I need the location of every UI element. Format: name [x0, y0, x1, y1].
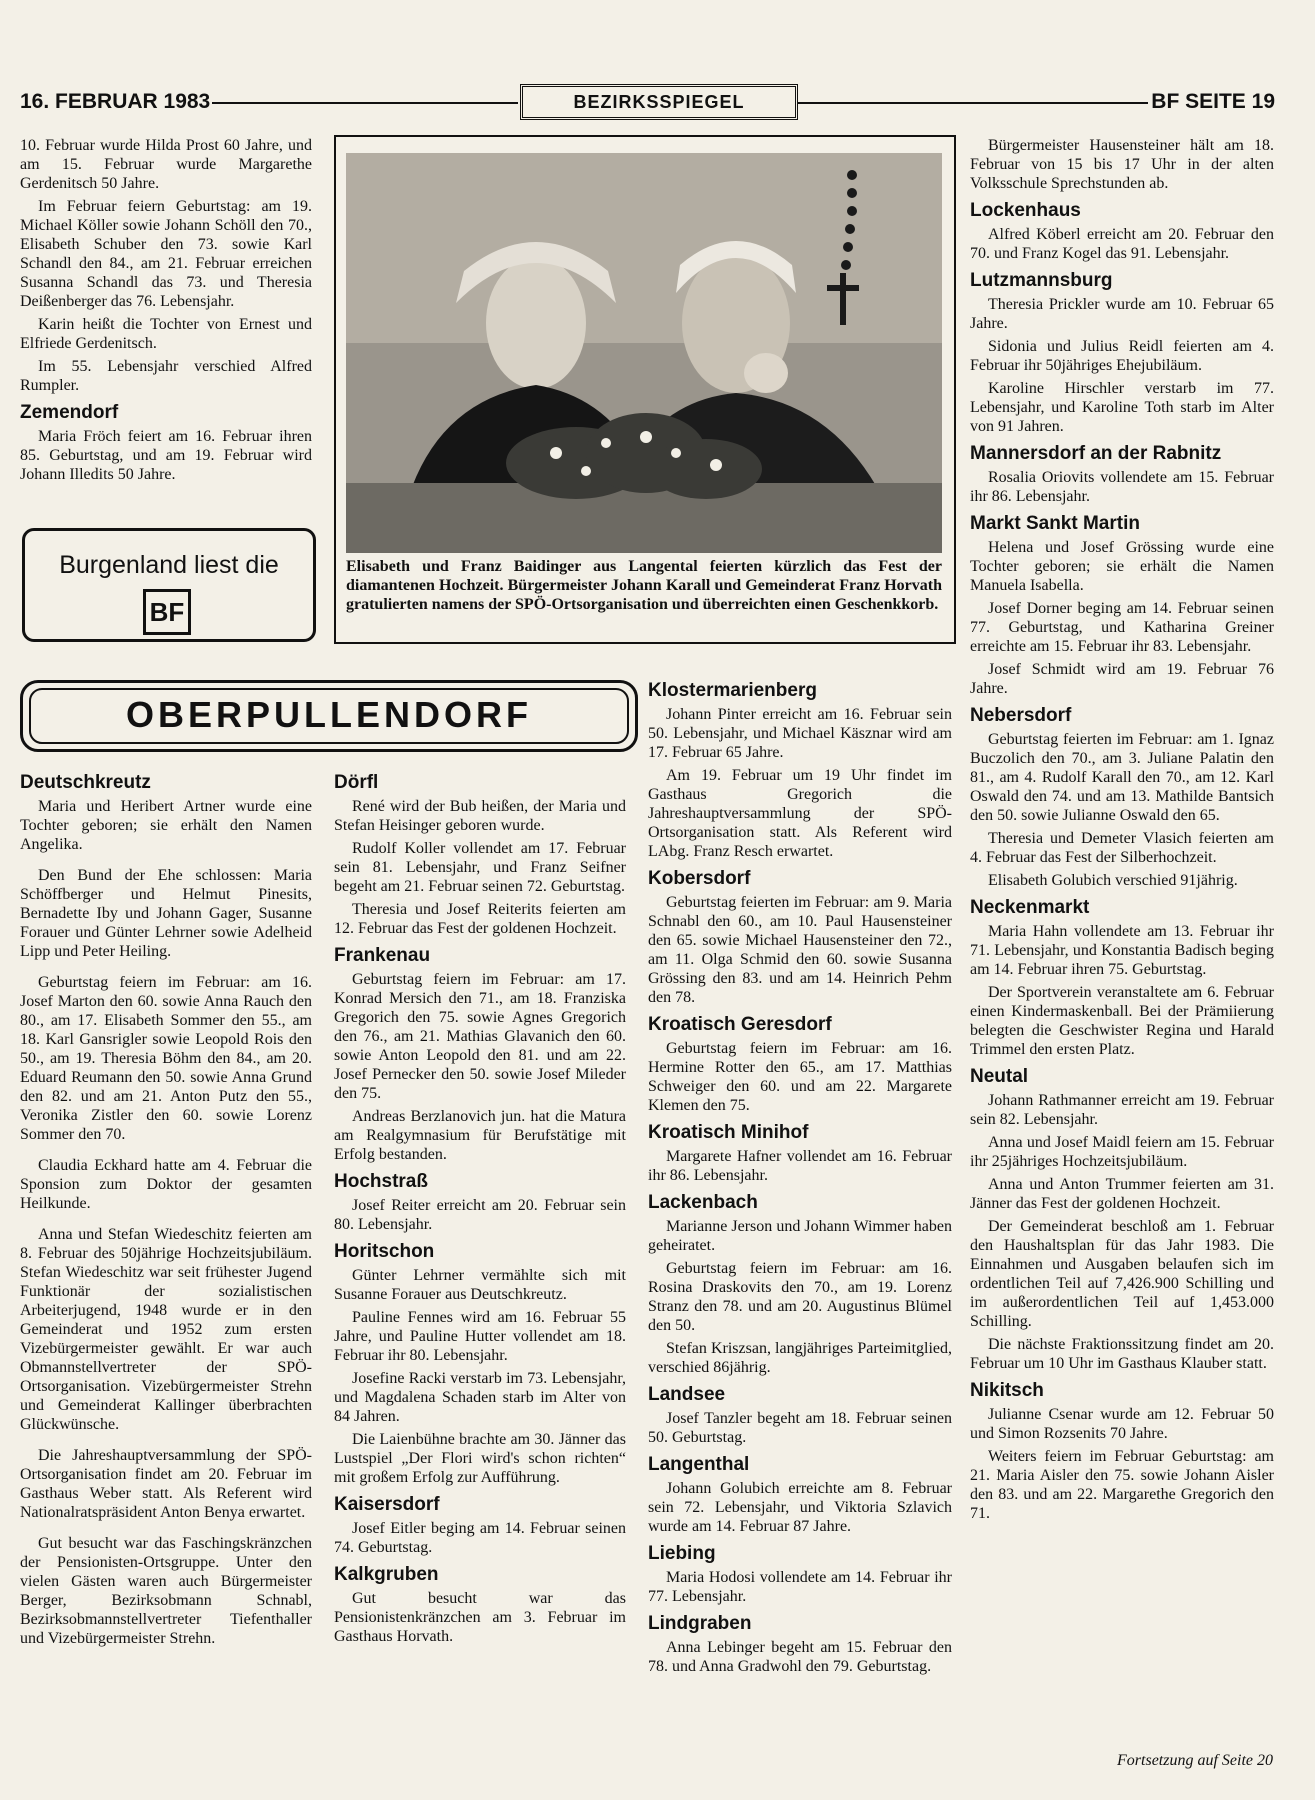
paragraph: Johann Pinter erreicht am 16. Februar sein 50. Lebensjahr, und Michael Käsznar wird am 17. Februar 65 Jahre.: [648, 706, 952, 761]
heading-nebersdorf: Nebersdorf: [970, 705, 1072, 726]
top-left-column: [20, 136, 312, 488]
paragraph: Im Februar feiern Geburtstag: am 19. Michael Köller sowie Johann Schöll den 70., Elisabeth Schuber den 73. sowie Karl Schandl den 84., am 21. Februar erreichen Susanna Schandl das 73. und Theresia Deißenberger das 76. Lebensjahr.: [20, 198, 312, 310]
heading-liebing: Liebing: [648, 1543, 716, 1564]
heading-neckenmarkt: Neckenmarkt: [970, 897, 1090, 918]
paragraph: Günter Lehrner vermählte sich mit Susanne Forauer aus Deutschkreutz.: [334, 1267, 626, 1303]
paragraph: Anna und Anton Trummer feierten am 31. Jänner das Fest der goldenen Hochzeit.: [970, 1176, 1274, 1212]
paragraph: Die Laienbühne brachte am 30. Jänner das Lustspiel „Der Flori wird's schon richten“ mit großem Erfolg zur Aufführung.: [334, 1431, 626, 1486]
page-header: [20, 88, 1275, 118]
heading-horitschon: Horitschon: [334, 1241, 435, 1262]
paragraph: Rudolf Koller vollendet am 17. Februar sein 81. Lebensjahr, und Franz Seifner begeht am 21. Februar seinen 72. Geburtstag.: [334, 840, 626, 895]
paragraph: Im 55. Lebensjahr verschied Alfred Rumpler.: [20, 358, 312, 394]
paragraph: Geburtstag feiern im Februar: am 16. Josef Marton den 60. sowie Anna Rauch den 80., am 17. Elisabeth Sommer den 55., am 18. Karl Gansrigler sowie Leopold Rois den 50., am 19. Theresia Böhm den 84., am 20. Eduard Reumann den 50. sowie Anna Grund den 82. und am 21. Anton Putz den 55., Veronika Zistler den 60. sowie Lorenz Sommer den 70.: [20, 974, 312, 1143]
heading-kroatisch-geresdorf: Kroatisch Geresdorf: [648, 1014, 832, 1035]
heading-klostermarienberg: Klostermarienberg: [648, 680, 817, 701]
heading-kaisersdorf: Kaisersdorf: [334, 1494, 440, 1515]
heading-nikitsch: Nikitsch: [970, 1380, 1044, 1401]
paragraph: Margarete Hafner vollendet am 16. Februar ihr 86. Lebensjahr.: [648, 1148, 952, 1184]
heading-doerfl: Dörfl: [334, 772, 379, 793]
column-4: [970, 136, 1274, 1527]
paragraph: Claudia Eckhard hatte am 4. Februar die Sponsion zum Doktor der gesamten Heilkunde.: [20, 1157, 312, 1212]
paragraph: Josef Eitler beging am 14. Februar seinen 74. Geburtstag.: [334, 1520, 626, 1556]
heading-kalkgruben: Kalkgruben: [334, 1564, 439, 1585]
paragraph: Der Sportverein veranstaltete am 6. Februar einen Kindermaskenball. Bei der Prämiierung belegten die Geschwister Regina und Harald Trimmel den ersten Platz.: [970, 984, 1274, 1058]
paragraph: Marianne Jerson und Johann Wimmer haben geheiratet.: [648, 1218, 952, 1254]
paragraph: Der Gemeinderat beschloß am 1. Februar den Haushaltsplan für das Jahr 1983. Die Einnahmen und Ausgaben belaufen sich im ordentlichen Teil auf 7,426.900 Schilling und im außerordentlichen Teil auf 1,453.000 Schilling.: [970, 1218, 1274, 1330]
continued-note: Fortsetzung auf Seite 20: [1117, 1752, 1273, 1769]
section-title: BEZIRKSSPIEGEL: [520, 84, 798, 120]
paragraph: Am 19. Februar um 19 Uhr findet im Gasthaus Gregorich die Jahreshauptversammlung der SPÖ-Ortsorganisation statt. Als Referent wird LAbg. Franz Resch erwartet.: [648, 767, 952, 860]
region-title: OBERPULLENDORF: [29, 688, 629, 744]
paragraph: Anna und Stefan Wiedeschitz feierten am 8. Februar des 50jährige Hochzeitsjubiläum. Stefan Wiedeschitz war seit frühester Jugend Funktionär der sozialistischen Arbeiterjugend, 1948 wurde er in den Gemeinderat und 1952 zum ersten Vizebürgermeister gewählt. Er war auch Obmannstellvertreter der SPÖ-Ortsorganisation. Vizebürgermeister Strehn und Gemeinderat Kallinger überbrachten Glückwünsche.: [20, 1226, 312, 1433]
paragraph: Alfred Köberl erreicht am 20. Februar den 70. und Franz Kogel das 91. Lebensjahr.: [970, 226, 1274, 262]
paragraph: Geburtstag feierten im Februar: am 9. Maria Schnabl den 60., am 10. Paul Hausensteiner den 65. sowie Michael Hausensteiner den 72., am 11. Olga Schmid den 60. sowie Susanna Grössing den 83. und am 14. Heinrich Pehm den 78.: [648, 894, 952, 1006]
header-rule-right: [798, 102, 1148, 104]
heading-lockenhaus: Lockenhaus: [970, 200, 1081, 221]
heading-kobersdorf: Kobersdorf: [648, 868, 751, 889]
paragraph: Geburtstag feierten im Februar: am 1. Ignaz Buczolich den 70., am 3. Juliane Palatin den 81., am 4. Rudolf Karall den 70., am 12. Karl Oswald den 74. und am 13. Mathilde Bantsich den 50. sowie Julianne Oswald den 65.: [970, 731, 1274, 824]
column-3: [648, 680, 952, 1680]
heading-hochstrass: Hochstraß: [334, 1171, 428, 1192]
paragraph: Johann Golubich erreichte am 8. Februar sein 72. Lebensjahr, und Viktoria Szlavich wurde am 14. Februar 87 Jahre.: [648, 1480, 952, 1535]
paragraph: Josefine Racki verstarb im 73. Lebensjahr, und Magdalena Schaden starb im Alter von 84 Jahren.: [334, 1370, 626, 1425]
paragraph: Gut besucht war das Pensionistenkränzchen am 3. Februar im Gasthaus Horvath.: [334, 1590, 626, 1645]
paragraph: Die nächste Fraktionssitzung findet am 20. Februar um 10 Uhr im Gasthaus Klauber statt.: [970, 1336, 1274, 1372]
paragraph: Anna und Josef Maidl feiern am 15. Februar ihr 25jähriges Hochzeitsjubiläum.: [970, 1134, 1274, 1170]
paragraph: 10. Februar wurde Hilda Prost 60 Jahre, und am 15. Februar wurde Margarethe Gerdenitsch 50 Jahre.: [20, 137, 312, 192]
couple-photo: [346, 153, 942, 553]
heading-lindgraben: Lindgraben: [648, 1613, 752, 1634]
paragraph: René wird der Bub heißen, der Maria und Stefan Heisinger geboren wurde.: [334, 798, 626, 834]
heading-landsee: Landsee: [648, 1384, 726, 1405]
paragraph: Theresia und Demeter Vlasich feierten am 4. Februar das Fest der Silberhochzeit.: [970, 830, 1274, 866]
paragraph: Sidonia und Julius Reidl feierten am 4. Februar ihr 50jähriges Ehejubiläum.: [970, 338, 1274, 374]
heading-zemendorf: Zemendorf: [20, 402, 119, 423]
photo-frame: [334, 135, 956, 644]
heading-kroatisch-minihof: Kroatisch Minihof: [648, 1122, 809, 1143]
promo-box: [22, 528, 316, 642]
column-1: [20, 772, 312, 1652]
paragraph: Josef Reiter erreicht am 20. Februar sein 80. Lebensjahr.: [334, 1197, 626, 1233]
paragraph: Karoline Hirschler verstarb im 77. Lebensjahr, und Karoline Toth starb im Alter von 91 Jahren.: [970, 380, 1274, 435]
paragraph: Den Bund der Ehe schlossen: Maria Schöffberger und Helmut Pinesits, Bernadette Iby und Johann Gager, Susanne Forauer und Günter Lehrner sowie Adelheid Lipp und Peter Heiling.: [20, 867, 312, 960]
heading-mannersdorf: Mannersdorf an der Rabnitz: [970, 443, 1222, 464]
paragraph: Josef Dorner beging am 14. Februar seinen 77. Geburtstag, und Katharina Greiner erreichte am 15. Februar ihr 83. Lebensjahr.: [970, 600, 1274, 655]
paragraph: Julianne Csenar wurde am 12. Februar 50 und Simon Rozsenits 70 Jahre.: [970, 1406, 1274, 1442]
heading-frankenau: Frankenau: [334, 945, 431, 966]
paragraph: Die Jahreshauptversammlung der SPÖ-Ortsorganisation findet am 20. Februar im Gasthaus Weber statt. Als Referent wird Nationalratspräsident Anton Benya erwartet.: [20, 1447, 312, 1521]
paragraph: Geburtstag feiern im Februar: am 16. Rosina Draskovits den 70., am 19. Lorenz Stranz den 78. und am 20. Augustinus Blümel den 50.: [648, 1260, 952, 1334]
heading-lutzmannsburg: Lutzmannsburg: [970, 270, 1113, 291]
page-number: BF SEITE 19: [1151, 90, 1275, 113]
heading-markt-sankt-martin: Markt Sankt Martin: [970, 513, 1140, 534]
paragraph: Theresia und Josef Reiterits feierten am 12. Februar das Fest der goldenen Hochzeit.: [334, 901, 626, 937]
paragraph: Maria Hodosi vollendete am 14. Februar ihr 77. Lebensjahr.: [648, 1569, 952, 1605]
bf-logo: BF: [143, 589, 191, 635]
paragraph: Maria und Heribert Artner wurde eine Tochter geboren; sie erhält den Namen Angelika.: [20, 798, 312, 853]
paragraph: Bürgermeister Hausensteiner hält am 18. Februar von 15 bis 17 Uhr in der alten Volksschule Sprechstunden ab.: [970, 137, 1274, 192]
paragraph: Helena und Josef Grössing wurde eine Tochter geboren; sie erhält die Namen Manuela Isabella.: [970, 539, 1274, 594]
paragraph: Weiters feiern im Februar Geburtstag: am 21. Maria Aisler den 75. sowie Johann Aisler den 83. und am 22. Margarethe Gregorich den 71.: [970, 1448, 1274, 1522]
header-rule-left: [212, 102, 518, 104]
column-2: [334, 772, 626, 1650]
region-banner: [20, 680, 638, 752]
paragraph: Rosalia Oriovits vollendete am 15. Februar ihr 86. Lebensjahr.: [970, 469, 1274, 505]
paragraph: Pauline Fennes wird am 16. Februar 55 Jahre, und Pauline Hutter vollendet am 18. Februar ihr 80. Lebensjahr.: [334, 1309, 626, 1364]
paragraph: Elisabeth Golubich verschied 91jährig.: [988, 872, 1238, 889]
paragraph: Josef Tanzler begeht am 18. Februar seinen 50. Geburtstag.: [648, 1410, 952, 1446]
paragraph: Stefan Kriszsan, langjähriges Parteimitglied, verschied 86jährig.: [648, 1340, 952, 1376]
heading-neutal: Neutal: [970, 1066, 1029, 1087]
paragraph: Theresia Prickler wurde am 10. Februar 65 Jahre.: [970, 296, 1274, 332]
paragraph: Anna Lebinger begeht am 15. Februar den 78. und Anna Gradwohl den 79. Geburtstag.: [648, 1639, 952, 1675]
heading-deutschkreutz: Deutschkreutz: [20, 772, 151, 793]
promo-text: Burgenland liest die: [59, 551, 279, 579]
paragraph: Maria Fröch feiert am 16. Februar ihren 85. Geburtstag, und am 19. Februar wird Johann Illedits 50 Jahre.: [20, 428, 312, 483]
paragraph: Geburtstag feiern im Februar: am 17. Konrad Mersich den 71., am 18. Franziska Gregorich den 75. sowie Agnes Gregorich den 76., am 21. Mathias Glavanich den 60. sowie Anton Leopold den 81. und am 22. Josef Pernecker den 50. sowie Josef Mileder den 75.: [334, 971, 626, 1102]
photo-caption: Elisabeth und Franz Baidinger aus Langental feierten kürzlich das Fest der diamantenen Hochzeit. Bürgermeister Johann Karall und Gemeinderat Franz Horvath gratulierten namens der SPÖ-Ortsorganisation und überreichten einen Geschenkkorb.: [346, 558, 942, 613]
paragraph: Josef Schmidt wird am 19. Februar 76 Jahre.: [970, 661, 1274, 697]
paragraph: Andreas Berzlanovich jun. hat die Matura am Realgymnasium für Berufstätige mit Erfolg bestanden.: [334, 1108, 626, 1163]
paragraph: Maria Hahn vollendete am 13. Februar ihr 71. Lebensjahr, und Konstantia Badisch beging am 14. Februar ihren 75. Geburtstag.: [970, 923, 1274, 978]
issue-date: 16. FEBRUAR 1983: [20, 90, 211, 113]
paragraph: Karin heißt die Tochter von Ernest und Elfriede Gerdenitsch.: [20, 316, 312, 352]
paragraph: Gut besucht war das Faschingskränzchen der Pensionisten-Ortsgruppe. Unter den vielen Gästen waren auch Bürgermeister Berger, Bezirksobmann Schnabl, Bezirksobmannstellvertreter Tiefenthaller und Vizebürgermeister Strehn.: [20, 1535, 312, 1647]
heading-lackenbach: Lackenbach: [648, 1192, 758, 1213]
paragraph: Geburtstag feiern im Februar: am 16. Hermine Rotter den 65., am 17. Matthias Schweiger den 60. und am 22. Margarete Klemen den 75.: [648, 1040, 952, 1114]
paragraph: Johann Rathmanner erreicht am 19. Februar sein 82. Lebensjahr.: [970, 1092, 1274, 1128]
heading-langenthal: Langenthal: [648, 1454, 750, 1475]
